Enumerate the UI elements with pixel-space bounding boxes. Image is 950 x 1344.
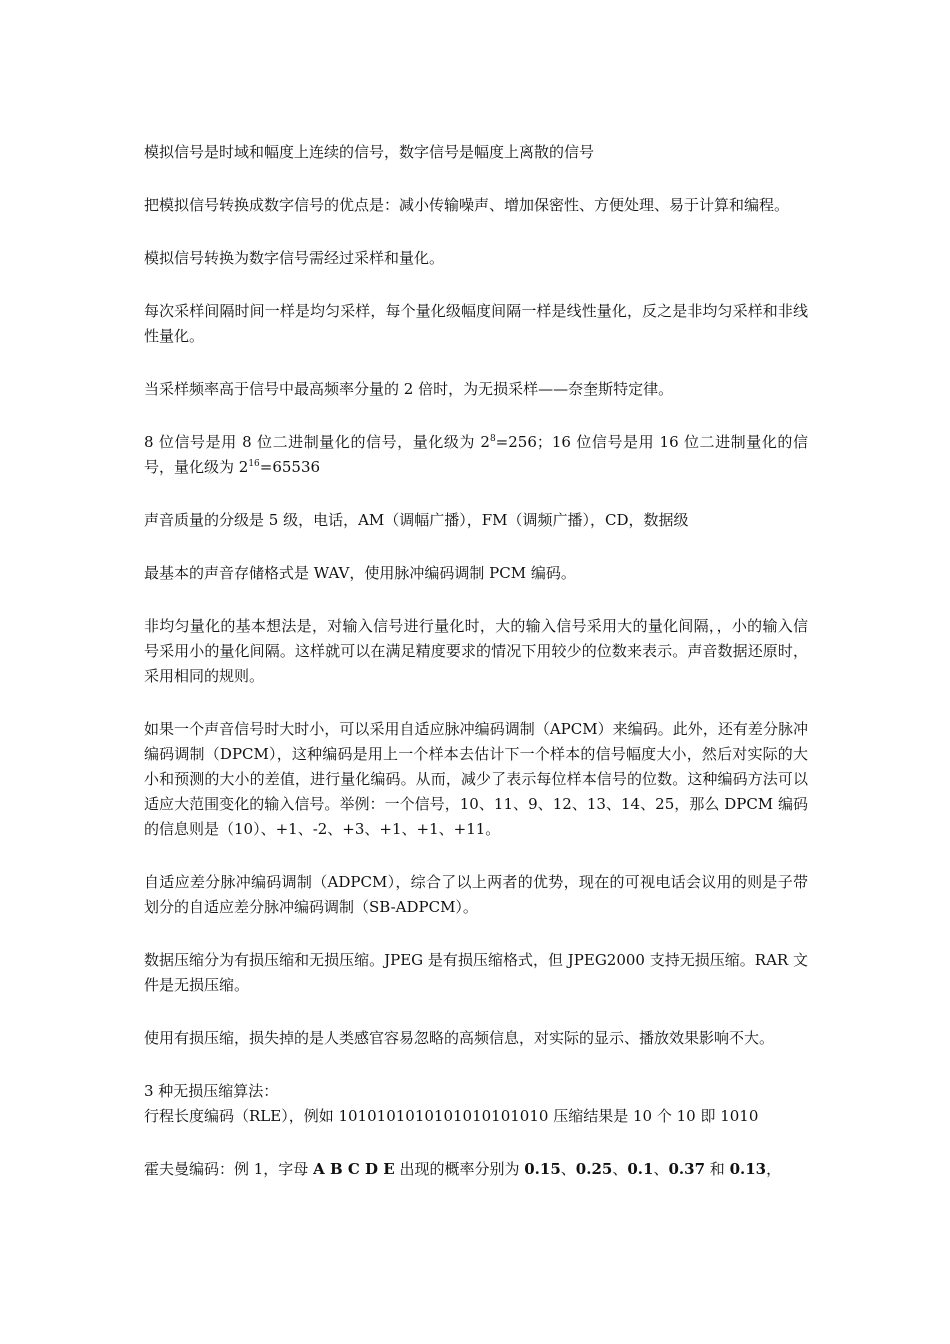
paragraph-data-compression: 数据压缩分为有损压缩和无损压缩。JPEG 是有损压缩格式，但 JPEG2000 支持无损压缩。RAR 文件是无损压缩。 xyxy=(144,951,808,994)
paragraph-uniform-sampling: 每次采样间隔时间一样是均匀采样，每个量化级幅度间隔一样是线性量化，反之是非均匀采样和非线性量化。 xyxy=(144,302,808,345)
bit-depth-exponent-16: 16 xyxy=(248,459,260,469)
huffman-letters: A B C D E xyxy=(313,1160,395,1178)
huffman-prob-e: 0.13 xyxy=(729,1160,767,1178)
bit-depth-text-a: 8 位信号是用 8 位二进制量化的信号，量化级为 2 xyxy=(144,433,490,451)
huffman-sep-2: 、 xyxy=(612,1160,628,1178)
paragraph-huffman xyxy=(144,1157,808,1182)
huffman-text-2: 出现的概率分别为 xyxy=(394,1160,525,1178)
huffman-sep-4: 和 xyxy=(705,1160,730,1178)
huffman-prob-d: 0.37 xyxy=(668,1160,706,1178)
paragraph-rle: 行程长度编码（RLE），例如 1010101010101010101010 压缩结果是 10 个 10 即 1010 xyxy=(144,1107,759,1125)
paragraph-wav-pcm: 最基本的声音存储格式是 WAV，使用脉冲编码调制 PCM 编码。 xyxy=(144,564,576,582)
huffman-text-end: ， xyxy=(766,1160,782,1178)
paragraph-nonuniform-quantization: 非均匀量化的基本想法是，对输入信号进行量化时，大的输入信号采用大的量化间隔，，小的输入信号采用小的量化间隔。这样就可以在满足精度要求的情况下用较少的位数来表示。声音数据还原时，采用相同的规则。 xyxy=(144,617,808,685)
document-page xyxy=(144,140,808,1210)
paragraph-lossless-algorithms: 3 种无损压缩算法： xyxy=(144,1082,279,1100)
huffman-sep-3: 、 xyxy=(653,1160,669,1178)
huffman-sep-1: 、 xyxy=(560,1160,576,1178)
paragraph-sound-quality: 声音质量的分级是 5 级，电话，AM（调幅广播），FM（调频广播），CD，数据级 xyxy=(144,511,689,529)
huffman-text-1: 霍夫曼编码：例 1，字母 xyxy=(144,1160,314,1178)
huffman-prob-c: 0.1 xyxy=(627,1160,654,1178)
paragraph-apcm-dpcm: 如果一个声音信号时大时小，可以采用自适应脉冲编码调制（APCM）来编码。此外，还有差分脉冲编码调制（DPCM），这种编码是用上一个样本去估计下一个样本的信号幅度大小，然后对实际的大小和预测的大小的差值，进行量化编码。从而，减少了表示每位样本信号的位数。这种编码方法可以适应大范围变化的输入信号。举例：一个信号，10、11、9、12、13、14、25，那么 DPCM 编码的信息则是（10）、+1、-2、+3、+1、+1、+11。 xyxy=(144,720,808,838)
bit-depth-text-b: =256；16 位信号是用 16 位二进制量化的信号，量化级为 2 xyxy=(144,433,808,476)
paragraph-analog-digital-definition: 模拟信号是时域和幅度上连续的信号，数字信号是幅度上离散的信号 xyxy=(144,143,595,161)
paragraph-nyquist: 当采样频率高于信号中最高频率分量的 2 倍时，为无损采样——奈奎斯特定律。 xyxy=(144,380,674,398)
huffman-prob-a: 0.15 xyxy=(524,1160,561,1178)
paragraph-adpcm: 自适应差分脉冲编码调制（ADPCM），综合了以上两者的优势，现在的可视电话会议用的则是子带划分的自适应差分脉冲编码调制（SB-ADPCM）。 xyxy=(144,873,808,916)
bit-depth-text-c: =65536 xyxy=(259,458,321,476)
paragraph-conversion-advantages: 把模拟信号转换成数字信号的优点是：减小传输噪声、增加保密性、方便处理、易于计算和编程。 xyxy=(144,196,790,214)
huffman-prob-b: 0.25 xyxy=(575,1160,613,1178)
paragraph-sampling-quantization: 模拟信号转换为数字信号需经过采样和量化。 xyxy=(144,249,445,267)
paragraph-lossy-compression: 使用有损压缩，损失掉的是人类感官容易忽略的高频信息，对实际的显示、播放效果影响不大。 xyxy=(144,1029,775,1047)
bit-depth-exponent-8: 8 xyxy=(489,434,496,444)
paragraph-bit-depth xyxy=(144,430,808,480)
